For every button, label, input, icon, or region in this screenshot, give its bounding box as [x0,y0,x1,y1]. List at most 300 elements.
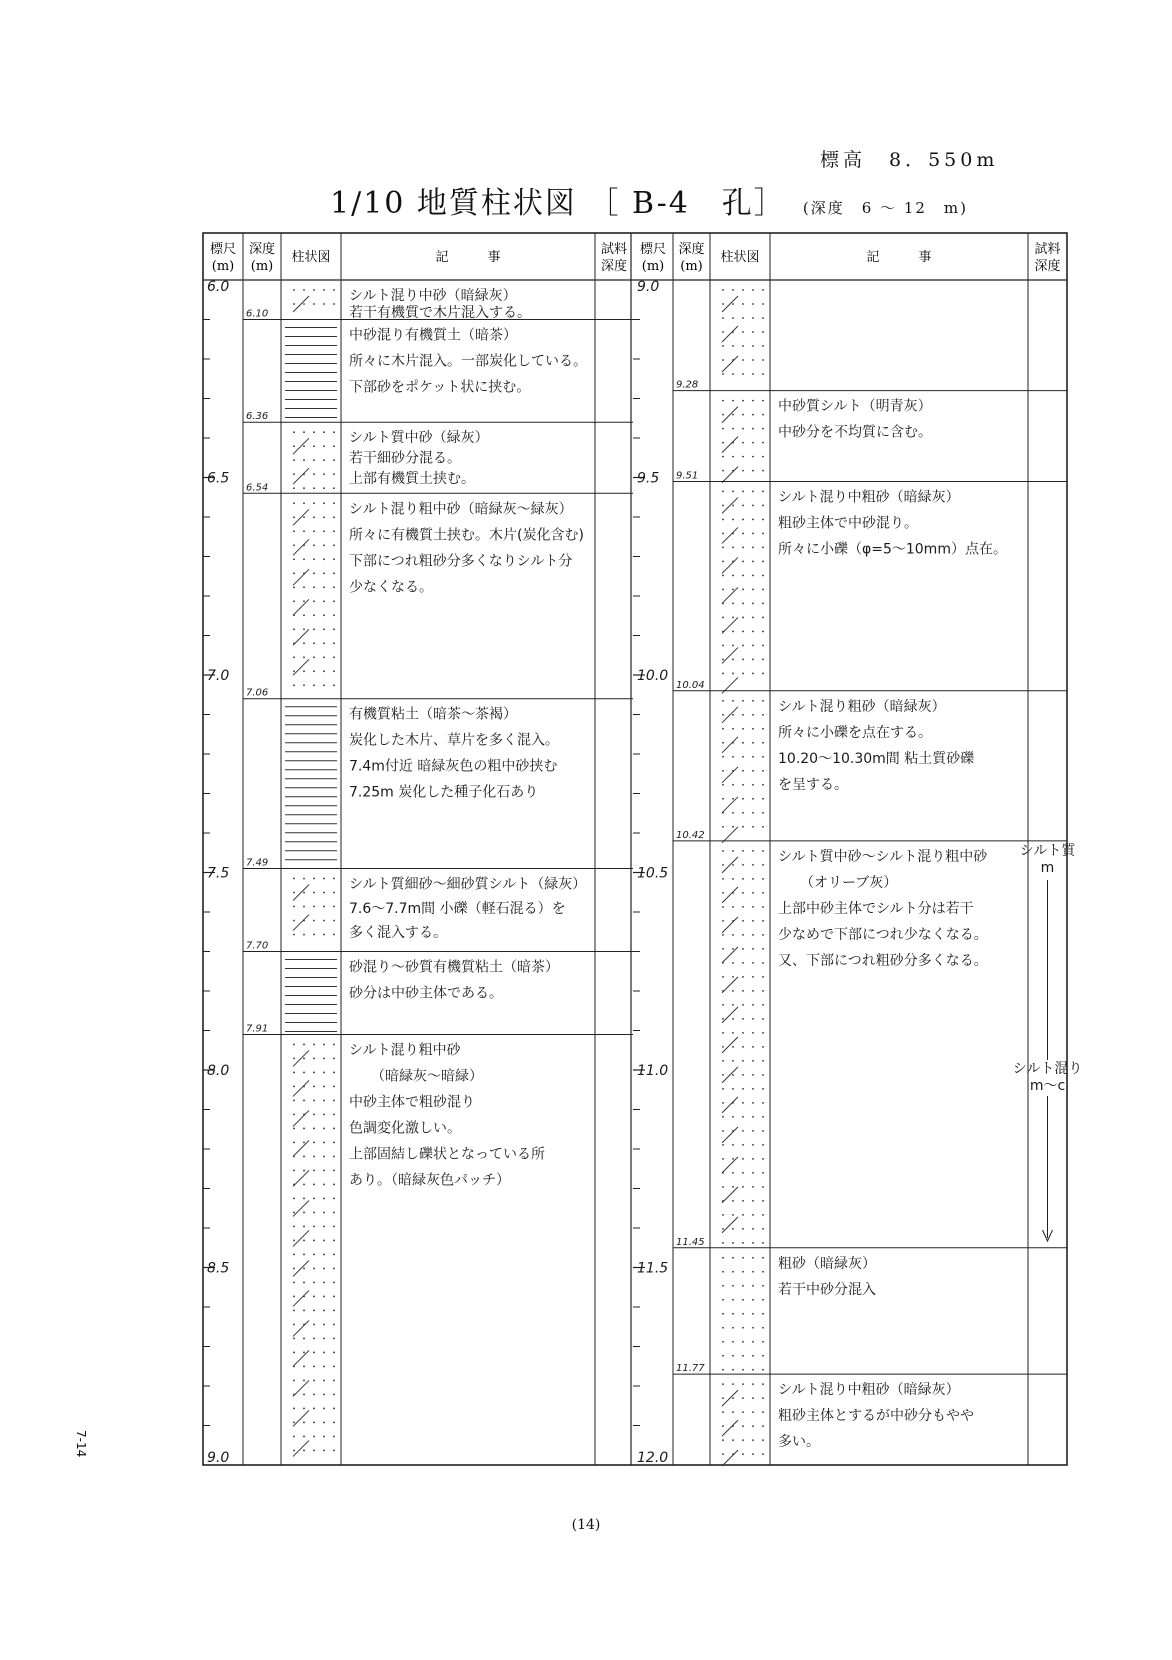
sand-dot [313,1128,315,1130]
sand-dot [742,1299,744,1301]
sand-dot [313,459,315,461]
sand-dot [752,812,754,814]
sand-dot [762,906,764,908]
left-layer-4-note: 有機質粘土（暗茶～茶褐） [349,706,517,723]
sand-dot [762,317,764,319]
sand-dot [752,1397,754,1399]
sand-dot [742,1313,744,1315]
sand-dot [762,1158,764,1160]
sand-dot [313,473,315,475]
sand-dot [303,1394,305,1396]
sand-dot [323,1072,325,1074]
sand-dot [313,1142,315,1144]
sand-dot [323,1352,325,1354]
sand-dot [333,1156,335,1158]
right-tick-label: 11.5 [637,1260,669,1277]
sand-dot [333,572,335,574]
sand-dot [732,1228,734,1230]
silt-slash [722,977,738,993]
silt-slash [293,1350,309,1366]
sand-dot [762,742,764,744]
sand-dot [303,892,305,894]
sand-dot [722,700,724,702]
sand-dot [742,491,744,493]
left-layer-depth: 6.54 [246,482,269,494]
sand-dot [762,948,764,950]
silt-slash [293,599,309,615]
sand-dot [752,742,754,744]
sand-dot [742,850,744,852]
sand-dot [293,1128,295,1130]
silt-slash [722,827,738,843]
sand-dot [323,1310,325,1312]
sand-dot [742,1285,744,1287]
sand-dot [333,1338,335,1340]
sand-dot [742,1411,744,1413]
sand-dot [323,656,325,658]
sand-dot [742,289,744,291]
sand-dot [752,1088,754,1090]
sand-dot [732,456,734,458]
sand-dot [752,1060,754,1062]
sand-dot [752,470,754,472]
sand-dot [722,1383,724,1385]
left-layer-0-pattern [293,289,335,312]
silt-slash [293,1290,309,1306]
sand-dot [303,878,305,880]
sand-dot [722,1228,724,1230]
sand-dot [752,962,754,964]
sand-dot [313,1436,315,1438]
sand-dot [742,878,744,880]
sand-dot [732,878,734,880]
right-layer-6-note: シルト混り中粗砂（暗緑灰） [778,1382,960,1399]
sand-dot [752,714,754,716]
right-layer-2-note: 所々に小礫（φ=5～10mm）点在。 [778,541,1007,558]
sand-dot [762,442,764,444]
sand-dot [752,1004,754,1006]
sand-dot [293,1282,295,1284]
sand-dot [293,1072,295,1074]
sand-dot [293,1254,295,1256]
sand-dot [313,1170,315,1172]
silt-slash [722,797,738,813]
sand-dot [752,784,754,786]
right-layer-4-note: 少なめで下部につれ少なくなる。 [778,926,988,943]
sand-dot [752,1046,754,1048]
sand-dot [722,1102,724,1104]
right-scale-header: 標尺 [639,242,667,257]
sand-dot [752,826,754,828]
sand-dot [293,502,295,504]
sand-dot [293,1114,295,1116]
sand-dot [722,645,724,647]
sand-dot [313,1352,315,1354]
sand-dot [722,491,724,493]
sand-dot [742,1257,744,1259]
sand-dot [313,1240,315,1242]
sand-dot [323,1296,325,1298]
sand-dot [313,516,315,518]
sand-dot [303,600,305,602]
sand-dot [752,331,754,333]
sand-dot [323,1184,325,1186]
left-layer-7-note: シルト混り粗中砂 [349,1042,461,1059]
right-layer-6-note: 多い。 [778,1434,820,1451]
sand-dot [313,558,315,560]
left-depth-header: 深度 [248,242,276,257]
sand-dot [303,934,305,936]
sand-dot [762,728,764,730]
left-layer-6-note: 砂混り～砂質有機質粘土（暗茶） [349,959,559,976]
right-depth-header: 深度 [678,242,705,257]
sand-dot [313,1100,315,1102]
sand-dot [762,533,764,535]
sand-dot [742,1355,744,1357]
left-layer-depth: 7.49 [246,857,269,869]
sand-dot [742,456,744,458]
sand-dot [732,1172,734,1174]
left-layer-5-note: 7.6～7.7m間 小礫（軽石混る）を [349,900,566,917]
sand-dot [742,1074,744,1076]
sand-dot [293,1408,295,1410]
left-layer-5-note: 多く混入する。 [349,925,447,942]
sand-dot [732,850,734,852]
sand-dot [313,1212,315,1214]
sand-dot [762,1004,764,1006]
sand-dot [742,575,744,577]
sand-dot [722,1313,724,1315]
left-depth-unit: (m) [250,259,274,274]
right-column-header: 柱状図 [720,250,760,265]
silt-slash [293,296,309,312]
sand-dot [722,878,724,880]
sand-dot [333,1366,335,1368]
right-layer-4-pattern [722,850,764,1244]
sand-dot [333,1198,335,1200]
right-layer-4-note: （オリーブ灰） [800,874,898,891]
sand-dot [762,1257,764,1259]
left-sample-depth-header: 深度 [600,259,628,274]
depth-range: (深度 6 ～ 12 m) [802,199,969,217]
sand-dot [732,1018,734,1020]
right-layer-depth: 11.77 [676,1363,705,1375]
sand-dot [323,502,325,504]
sand-dot [742,1172,744,1174]
sand-dot [722,575,724,577]
sand-dot [762,414,764,416]
sand-dot [752,798,754,800]
sand-dot [722,331,724,333]
sand-dot [313,487,315,489]
sand-dot [732,826,734,828]
silt-slash [722,647,738,663]
sand-dot [722,1130,724,1132]
right-layer-2-note: シルト混り中粗砂（暗緑灰） [778,489,960,506]
sample-note-bottom-unit: m～c [1029,1078,1066,1094]
sand-dot [722,547,724,549]
sand-dot [762,491,764,493]
sand-dot [732,1327,734,1329]
silt-slash [293,509,309,525]
sand-dot [732,1158,734,1160]
sand-dot [762,1341,764,1343]
sand-dot [323,1100,325,1102]
silt-slash [293,915,309,931]
sand-dot [333,1184,335,1186]
sand-dot [742,1060,744,1062]
sand-dot [313,642,315,644]
sand-dot [313,1058,315,1060]
right-layer-6-pattern [722,1383,764,1466]
sand-dot [313,1282,315,1284]
sand-dot [752,533,754,535]
sand-dot [293,906,295,908]
sand-dot [303,487,305,489]
sand-dot [722,533,724,535]
sand-dot [323,1212,325,1214]
sand-dot [333,684,335,686]
sand-dot [742,317,744,319]
sand-dot [303,614,305,616]
sand-dot [293,487,295,489]
sand-dot [722,317,724,319]
right-notes-header: 記 事 [866,250,932,265]
silt-slash [722,1067,738,1083]
sand-dot [323,1058,325,1060]
sand-dot [722,1088,724,1090]
right-layer-5-note: 若干中砂分混入 [778,1281,876,1298]
sand-dot [333,1212,335,1214]
left-layer-depth: 7.06 [246,687,269,699]
sand-dot [752,1172,754,1174]
sand-dot [313,1324,315,1326]
sand-dot [722,850,724,852]
sand-dot [762,659,764,661]
sand-dot [752,603,754,605]
sand-dot [742,906,744,908]
silt-slash [722,1420,738,1436]
sand-dot [722,470,724,472]
silt-slash [293,1170,309,1186]
sand-dot [752,1018,754,1020]
sand-dot [742,1130,744,1132]
sand-dot [303,670,305,672]
sand-dot [323,487,325,489]
left-layer-5-pattern [293,878,335,936]
sand-dot [732,1439,734,1441]
sand-dot [752,892,754,894]
elevation-label: 標高 8．550m [820,149,999,171]
sand-dot [742,1200,744,1202]
silt-slash [293,1380,309,1396]
sand-dot [313,684,315,686]
sand-dot [762,1439,764,1441]
sand-dot [752,770,754,772]
sand-dot [762,1285,764,1287]
sand-dot [732,1060,734,1062]
silt-slash [722,887,738,903]
sand-dot [762,850,764,852]
sand-dot [303,445,305,447]
sand-dot [313,445,315,447]
sand-dot [323,1156,325,1158]
sand-dot [293,1296,295,1298]
silt-slash [293,1320,309,1336]
sand-dot [303,1240,305,1242]
sand-dot [742,728,744,730]
sand-dot [762,1186,764,1188]
silt-slash [722,326,738,342]
right-layer-3-pattern [722,700,764,843]
sand-dot [732,864,734,866]
silt-slash [722,1157,738,1173]
silt-slash [722,1037,738,1053]
page-number: (14) [571,1517,601,1533]
left-layer-7-note: 色調変化激しい。 [349,1120,461,1137]
left-layer-depth: 6.36 [246,411,269,423]
sand-dot [762,1411,764,1413]
sand-dot [732,1397,734,1399]
sand-dot [742,1158,744,1160]
sand-dot [742,442,744,444]
sand-dot [323,1338,325,1340]
sand-dot [742,659,744,661]
sand-dot [762,826,764,828]
sand-dot [293,1058,295,1060]
left-layer-2-note: 若干細砂分混る。 [349,450,461,467]
right-layer-4-note: 上部中砂主体でシルト分は若干 [778,900,974,917]
sand-dot [732,345,734,347]
sand-dot [313,670,315,672]
sand-dot [333,1142,335,1144]
left-layer-1-note: 中砂混り有機質土（暗茶） [349,327,517,344]
sand-dot [742,505,744,507]
sand-dot [752,617,754,619]
sand-dot [722,359,724,361]
sand-dot [762,700,764,702]
sand-dot [323,530,325,532]
sand-dot [742,400,744,402]
left-column-header: 柱状図 [291,250,331,265]
sand-dot [762,1355,764,1357]
sand-dot [722,920,724,922]
sand-dot [762,864,764,866]
sand-dot [323,544,325,546]
sand-dot [752,1383,754,1385]
sand-dot [762,1453,764,1455]
sand-dot [313,1338,315,1340]
sand-dot [313,1184,315,1186]
sand-dot [333,1268,335,1270]
silt-slash [293,1140,309,1156]
sand-dot [762,456,764,458]
sand-dot [762,1271,764,1273]
sand-dot [732,1214,734,1216]
sand-dot [303,906,305,908]
silt-slash [293,1410,309,1426]
sand-dot [722,456,724,458]
sand-dot [742,948,744,950]
sand-dot [313,1072,315,1074]
sand-dot [742,700,744,702]
sand-dot [313,530,315,532]
sand-dot [732,519,734,521]
sand-dot [303,1128,305,1130]
sand-dot [762,617,764,619]
sand-dot [303,642,305,644]
sand-dot [333,1100,335,1102]
sand-dot [323,1268,325,1270]
sand-dot [323,1198,325,1200]
sand-dot [742,673,744,675]
sand-dot [722,976,724,978]
sand-dot [732,603,734,605]
sand-dot [742,892,744,894]
sand-dot [722,289,724,291]
sand-dot [732,317,734,319]
sand-dot [293,1422,295,1424]
sand-dot [752,1299,754,1301]
sand-dot [742,920,744,922]
sand-dot [752,289,754,291]
sand-dot [293,289,295,291]
sand-dot [313,600,315,602]
silt-slash [722,1450,738,1466]
sand-dot [722,505,724,507]
sand-dot [323,1422,325,1424]
right-layer-depth: 11.45 [676,1236,705,1248]
left-tick-label: 8.5 [207,1260,230,1277]
sand-dot [752,934,754,936]
silt-slash [722,1187,738,1203]
sand-dot [752,1425,754,1427]
sand-dot [333,1226,335,1228]
sand-dot [333,431,335,433]
silt-slash [293,1200,309,1216]
sand-dot [303,1226,305,1228]
sand-dot [752,317,754,319]
sand-dot [333,934,335,936]
silt-slash [722,1390,738,1406]
sand-dot [313,614,315,616]
silt-slash [722,407,738,423]
sand-dot [742,1018,744,1020]
sand-dot [752,1032,754,1034]
sand-dot [323,1254,325,1256]
sand-dot [722,442,724,444]
sand-dot [313,1408,315,1410]
sand-dot [333,1170,335,1172]
sand-dot [752,442,754,444]
sand-dot [313,586,315,588]
sample-note-top-unit: m [1040,860,1055,876]
silt-slash [722,617,738,633]
sand-dot [752,1285,754,1287]
right-layer-depth: 10.42 [676,829,705,841]
sand-dot [732,414,734,416]
sand-dot [303,530,305,532]
sand-dot [742,1369,744,1371]
sand-dot [303,1436,305,1438]
left-layer-3-note: シルト混り粗中砂（暗緑灰～緑灰） [349,501,573,518]
sand-dot [293,572,295,574]
sand-dot [742,533,744,535]
sand-dot [742,617,744,619]
sand-dot [732,990,734,992]
sand-dot [762,1130,764,1132]
sand-dot [333,473,335,475]
